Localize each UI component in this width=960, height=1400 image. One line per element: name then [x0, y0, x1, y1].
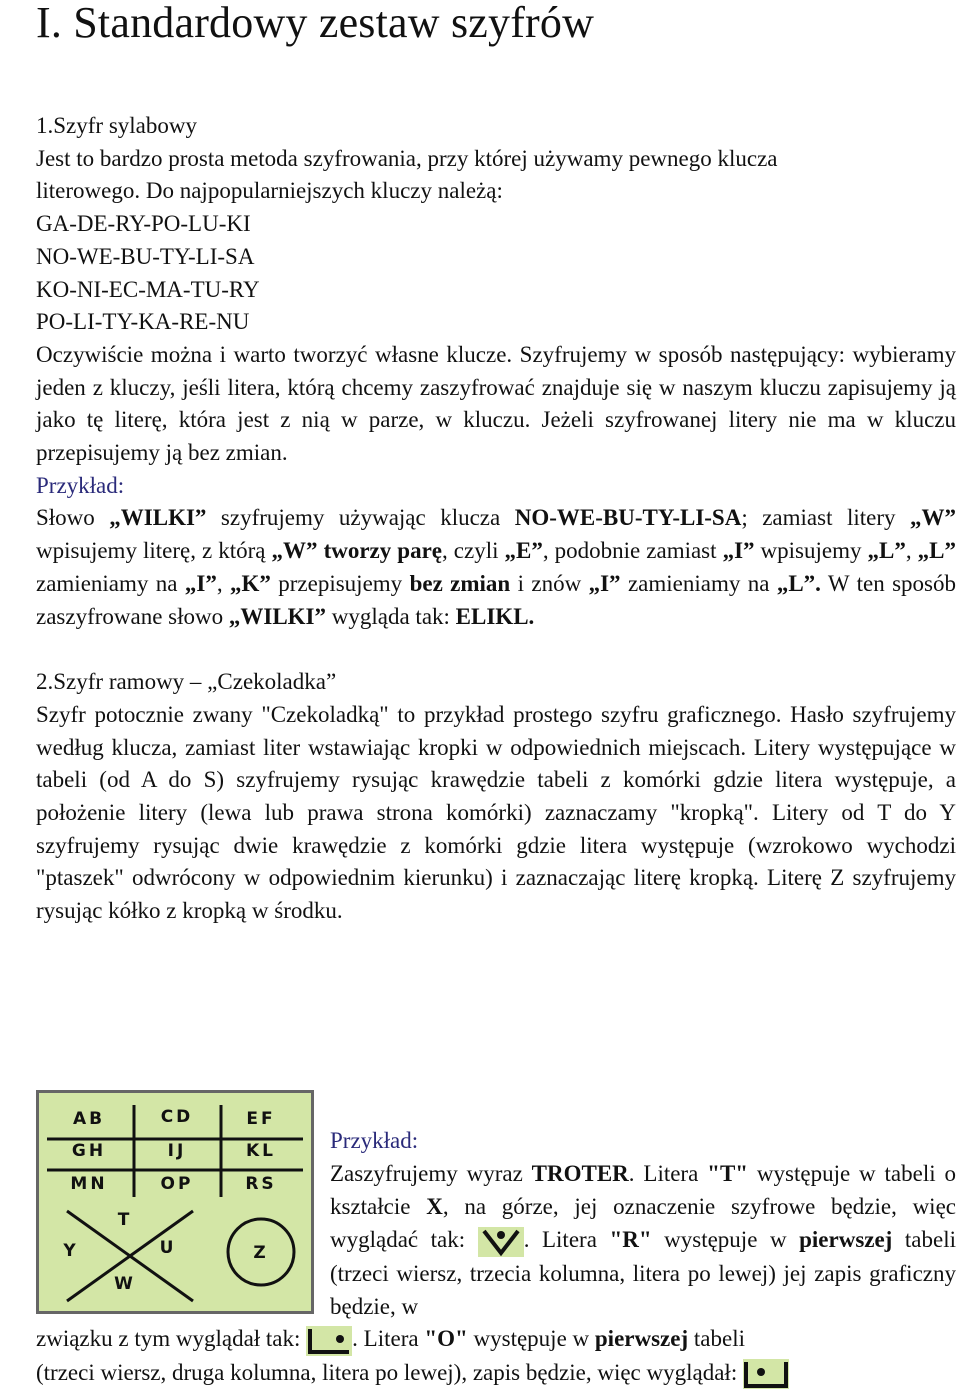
key-item: KO-NI-EC-MA-TU-RY	[36, 276, 260, 302]
section-1-heading: 1.Szyfr sylabowy	[36, 113, 197, 138]
x-letter: W	[114, 1274, 136, 1294]
section-1-example: Słowo „WILKI” szyfrujemy używając klucza NO-WE-BU-TY-LI-SA; zamiast litery „W” wpisujemy literę, z którą „W” tworzy parę, czyli „E”, podobnie zamiast „I” wpisujemy „L”, „L” zamieniamy na „I”, „K” przepisujemy bez zmian i znów „I” zamieniamy na „L”. W ten sposób zaszyfrowane słowo „WILKI” wygląda tak: ELIKL.	[36, 505, 956, 629]
t-cipher-glyph	[478, 1227, 524, 1257]
o-cipher-glyph	[743, 1359, 789, 1389]
x-letter: Y	[63, 1241, 79, 1261]
grid-letter: AB	[72, 1109, 106, 1129]
circle-letter: Z	[253, 1243, 269, 1263]
grid-letter: KL	[245, 1141, 277, 1161]
section-2-heading: 2.Szyfr ramowy – „Czekoladka”	[36, 669, 337, 695]
r-cipher-glyph	[306, 1326, 352, 1356]
page-title: I. Standardowy zestaw szyfrów	[36, 0, 595, 47]
example-2-label: Przykład:	[330, 1128, 419, 1153]
section-2-paragraph: Szyfr potocznie zwany "Czekoladką" to przykład prostego szyfru graficznego. Hasło szyfrujemy według klucza, zamiast liter wstawiając kropki w odpowiednich miejscach. Litery występujące w tabeli (od A do S) szyfrujemy rysując krawędzie tabeli z komórki gdzie litera występuje, a położenie litery (lewa lub prawa strona komórki) zaznaczamy "kropką". Litery od T do Y szyfrujemy rysując dwie krawędzie z komórki gdzie litera występuje (wzrokowo wychodzi "ptaszek" odwrócony w odpowiednim kierunku) i zaznaczając literę kropką. Literę Z szyfrujemy rysując kółko z kropką w środku.	[36, 701, 956, 924]
grid-letter: IJ	[167, 1141, 187, 1161]
cipher-key-figure	[36, 1090, 314, 1314]
section-1-intro-line-1: Jest to bardzo prosta metoda szyfrowania, przy której używamy pewnego klucza	[36, 145, 778, 171]
grid-letter: GH	[71, 1141, 107, 1161]
x-letter: T	[117, 1210, 133, 1230]
section-1-intro-line-2: literowego. Do najpopularniejszych kluczy należą:	[36, 178, 503, 204]
grid-letter: OP	[160, 1174, 194, 1194]
example-label: Przykład:	[36, 472, 125, 498]
grid-letter: CD	[160, 1107, 194, 1127]
example-2-text: Przykład: Zaszyfrujemy wyraz TROTER. Litera "T" występuje w tabeli o kształcie X, na górze, jej oznaczenie szyfrowe będzie, więc wyglądać tak: . Litera "R" występuje w pierwszej tabeli (trzeci wiersz, trzecia kolumna, litera po lewej) jej zapis graficzny będzie, w	[330, 1124, 956, 1323]
example-2-continued: związku z tym wyglądał tak: . Litera "O" występuje w pierwszej tabeli (trzeci wiersz, druga kolumna, litera po lewej), zapis będzie, więc wyglądał:	[36, 1322, 956, 1389]
x-letter: U	[159, 1238, 177, 1258]
grid-letter: RS	[245, 1174, 277, 1194]
document-body	[36, 110, 956, 928]
grid-letter: MN	[70, 1174, 108, 1194]
key-item: GA-DE-RY-PO-LU-KI	[36, 211, 251, 237]
grid-letter: EF	[246, 1109, 276, 1129]
key-item: PO-LI-TY-KA-RE-NU	[36, 309, 250, 335]
section-1-paragraph: Oczywiście można i warto tworzyć własne klucze. Szyfrujemy w sposób następujący: wybieramy jeden z kluczy, jeśli litera, którą chcemy zaszyfrować znajduje się w naszym kluczu zapisujemy ją jako tę literę, która jest z nią w parze, w kluczu. Jeżeli szyfrowanej litery nie ma w kluczu przepisujemy ją bez zmian.	[36, 341, 956, 466]
key-item: NO-WE-BU-TY-LI-SA	[36, 243, 255, 269]
cipher-key-diagram	[39, 1093, 311, 1311]
